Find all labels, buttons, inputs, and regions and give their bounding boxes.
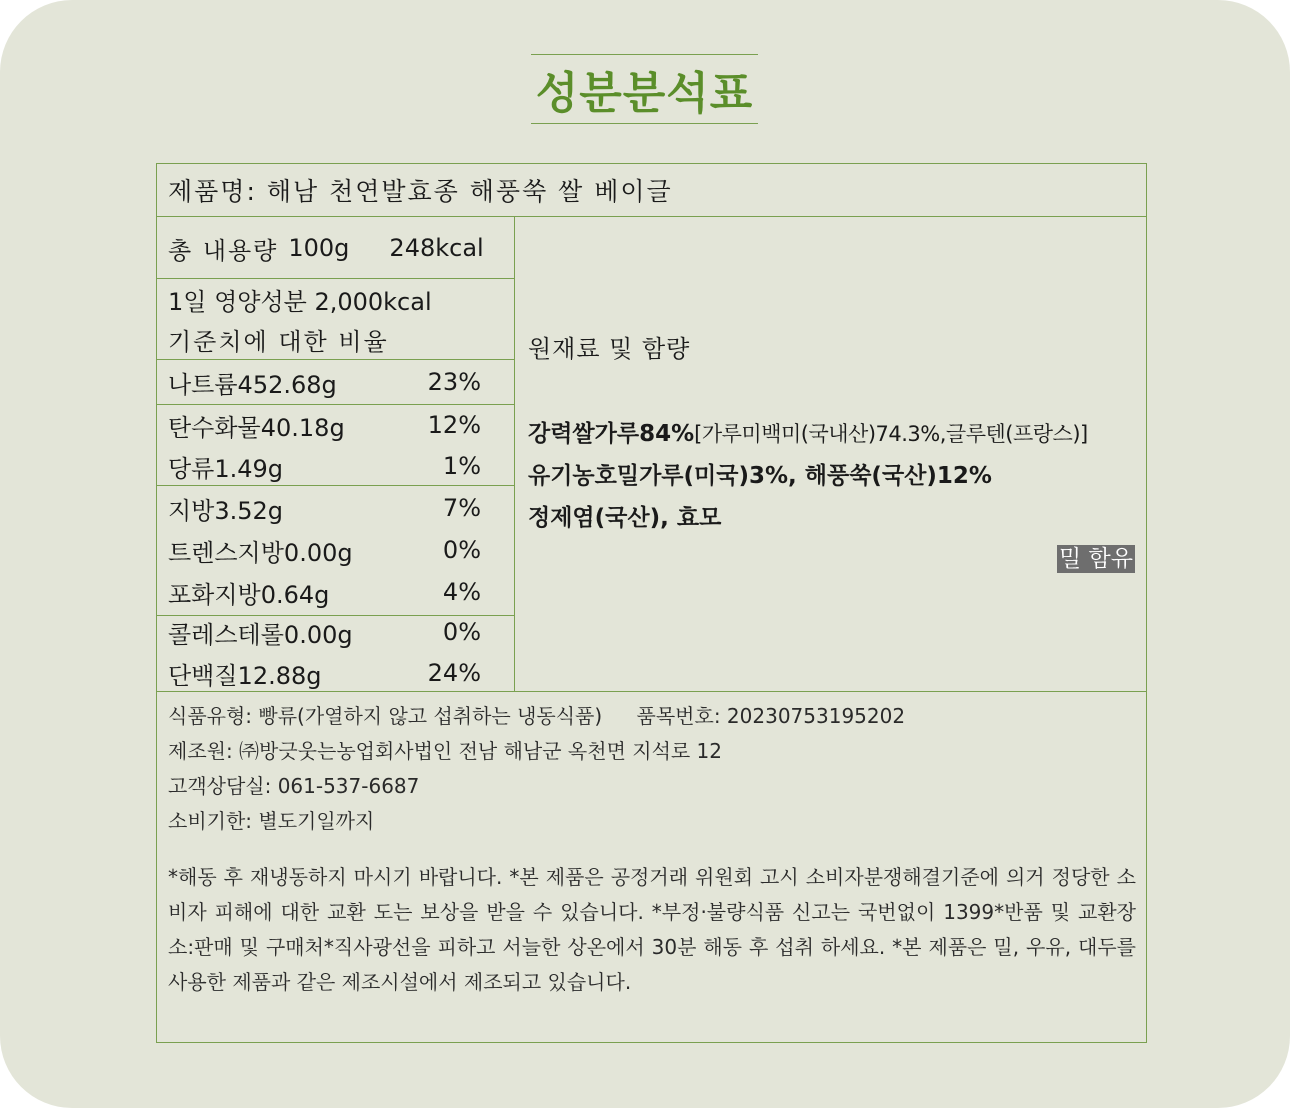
nutrient-pct: 23% [427, 368, 481, 396]
ingredients-column [515, 217, 1146, 691]
nutrient-name: 나트륨452.68g [168, 370, 337, 399]
nutrient-pct: 7% [442, 494, 481, 522]
carb-cell [157, 405, 514, 486]
expiry-date: 소비기한: 별도기일까지 [168, 809, 375, 833]
allergen-badge: 밀 함유 [1059, 546, 1133, 572]
content-label: 총 내용량 [168, 236, 279, 265]
nutrient-name: 탄수화물40.18g [168, 413, 345, 442]
nutrition-facts-column [157, 217, 515, 691]
nutrient-pct: 12% [427, 411, 481, 439]
content-amount: 100g [288, 234, 350, 262]
content-cell [157, 217, 514, 279]
food-type-line [168, 700, 905, 729]
ingredients-label: 원재료 및 함량 [528, 335, 691, 363]
daily-value-cell [157, 279, 514, 360]
content-line [168, 228, 514, 268]
title-banner [531, 54, 758, 124]
cholesterol-protein-cell [157, 616, 514, 691]
food-type: 식품유형: 빵류(가열하지 않고 섭취하는 냉동식품) [168, 704, 603, 728]
sodium-cell [157, 360, 514, 405]
product-info-section [157, 691, 1146, 1042]
daily-line-2: 기준치에 대한 비율 [168, 327, 389, 356]
ingredient-detail: [가루미백미(국내산)74.3%,글루텐(프랑스)] [694, 422, 1088, 446]
notice-text: *해동 후 재냉동하지 마시기 바랍니다. *본 제품은 공정거래 위원회 고시 소비자분쟁해결기준에 의거 정당한 소비자 피해에 대한 교환 도는 보상을 받을 수 있습니다. *부정·불량식품 신고는 국번없이 1399*반품 및 교환장소:판매 및 구매처*직사광선을 피하고 서늘한 상온에서 30분 해동 후 섭취 하세요. *본 제품은 밀, 우유, 대두를 사용한 제품과 같은 제조시설에서 제조되고 있습니다. [168, 865, 1136, 994]
nutrient-row [168, 362, 514, 402]
ingredient-main: 강력쌀가루84% [528, 421, 695, 447]
nutrient-name: 트렌스지방0.00g [168, 538, 353, 567]
customer-service: 고객상담실: 061-537-6687 [168, 774, 420, 798]
nutrient-row [168, 653, 514, 693]
nutrient-name: 단백질12.88g [168, 661, 322, 690]
nutrient-name: 지방3.52g [168, 496, 284, 525]
nutrient-row [168, 446, 514, 486]
content-calories: 248kcal [389, 234, 484, 262]
ingredient-line-2: 유기농호밀가루(미국)3%, 해풍쑥(국산)12% [528, 463, 992, 489]
item-number: 품목번호: 20230753195202 [636, 704, 906, 728]
nutrient-row [168, 488, 514, 528]
nutrient-pct: 0% [442, 536, 481, 564]
nutrient-row [168, 530, 514, 570]
nutrient-pct: 1% [442, 452, 481, 480]
nutrient-pct: 24% [427, 659, 481, 687]
nutrition-table [156, 163, 1147, 1043]
manufacturer: 제조원: ㈜방긋웃는농업회사법인 전남 해남군 옥천면 지석로 12 [168, 739, 723, 763]
nutrient-row [168, 405, 514, 445]
nutrient-row [168, 572, 514, 612]
product-name: 제품명: 해남 천연발효종 해풍쑥 쌀 베이글 [157, 164, 1146, 217]
fat-cell [157, 486, 514, 616]
nutrient-pct: 4% [442, 578, 481, 606]
nutrient-name: 콜레스테롤0.00g [168, 620, 353, 649]
ingredient-line-1 [528, 415, 1088, 448]
nutrient-name: 포화지방0.64g [168, 580, 330, 609]
ingredient-line-3: 정제염(국산), 효모 [528, 505, 722, 531]
nutrient-pct: 0% [442, 618, 481, 646]
nutrient-name: 당류1.49g [168, 454, 284, 483]
page-title: 성분분석표 [535, 68, 754, 119]
daily-line-1: 1일 영양성분 2,000kcal [168, 287, 432, 316]
nutrient-row [168, 612, 514, 652]
